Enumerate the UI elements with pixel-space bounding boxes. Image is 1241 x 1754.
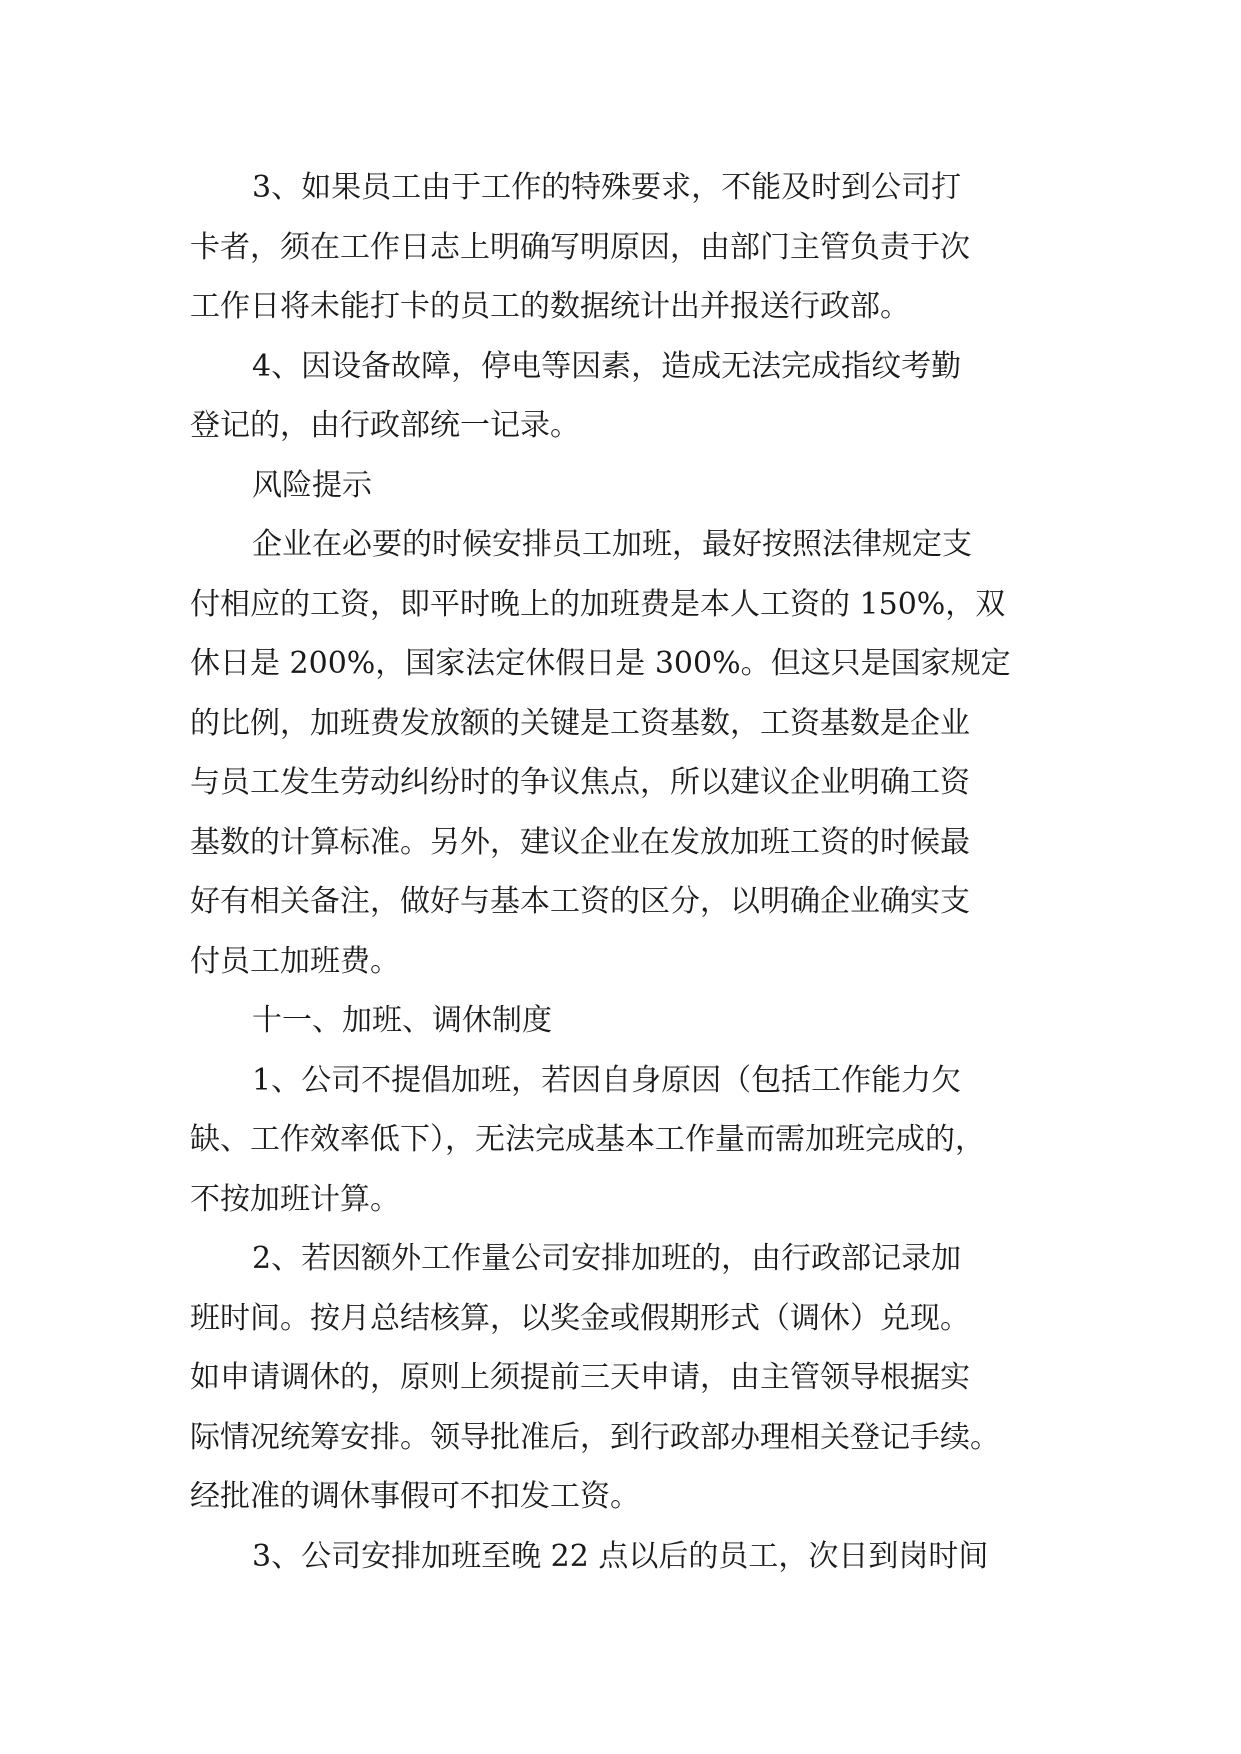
text-line: 3、如果员工由于工作的特殊要求，不能及时到公司打 bbox=[252, 170, 962, 205]
paragraph-overtime-rule-1 bbox=[190, 1055, 1050, 1234]
text-line: 1、公司不提倡加班，若因自身原因（包括工作能力欠 bbox=[252, 1062, 962, 1098]
section-heading: 风险提示 bbox=[252, 467, 372, 503]
section-heading: 十一、加班、调休制度 bbox=[252, 1003, 552, 1038]
text-line: 与员工发生劳动纠纷时的争议焦点，所以建议企业明确工资 bbox=[190, 765, 970, 800]
paragraph-overtime-rule-3 bbox=[190, 1531, 1050, 1591]
paragraph-overtime-rule-2 bbox=[190, 1233, 1050, 1531]
text-line: 4、因设备故障，停电等因素，造成无法完成指纹考勤 bbox=[252, 348, 962, 384]
paragraph-overtime-pay bbox=[190, 519, 1050, 995]
text-line: 付相应的工资，即平时晚上的加班费是本人工资的 150%，双 bbox=[190, 586, 1006, 622]
text-line: 好有相关备注，做好与基本工资的区分，以明确企业确实支 bbox=[190, 884, 970, 919]
text-line: 如申请调休的，原则上须提前三天申请，由主管领导根据实 bbox=[190, 1360, 970, 1395]
heading-risk-notice bbox=[190, 460, 1050, 520]
paragraph-clock-in-exception bbox=[190, 162, 1050, 341]
text-line: 休日是 200%，国家法定休假日是 300%。但这只是国家规定 bbox=[190, 646, 1011, 681]
text-line: 际情况统筹安排。领导批准后，到行政部办理相关登记手续。 bbox=[190, 1419, 1000, 1455]
document-body bbox=[190, 162, 1050, 1590]
text-line: 经批准的调休事假可不扣发工资。 bbox=[190, 1479, 640, 1514]
text-line: 2、若因额外工作量公司安排加班的，由行政部记录加 bbox=[252, 1241, 962, 1276]
text-line: 工作日将未能打卡的员工的数据统计出并报送行政部。 bbox=[190, 289, 910, 324]
text-line: 不按加班计算。 bbox=[190, 1181, 400, 1217]
heading-overtime-policy bbox=[190, 995, 1050, 1055]
text-line: 基数的计算标准。另外，建议企业在发放加班工资的时候最 bbox=[190, 824, 970, 860]
text-line: 付员工加班费。 bbox=[190, 943, 400, 979]
text-line: 班时间。按月总结核算，以奖金或假期形式（调休）兑现。 bbox=[190, 1300, 970, 1336]
text-line: 缺、工作效率低下），无法完成基本工作量而需加班完成的， bbox=[190, 1122, 985, 1157]
text-line: 登记的，由行政部统一记录。 bbox=[190, 408, 580, 443]
text-line: 的比例，加班费发放额的关键是工资基数，工资基数是企业 bbox=[190, 705, 970, 741]
paragraph-equipment-failure bbox=[190, 341, 1050, 460]
text-line: 卡者，须在工作日志上明确写明原因，由部门主管负责于次 bbox=[190, 229, 970, 265]
text-line: 3、公司安排加班至晚 22 点以后的员工，次日到岗时间 bbox=[252, 1538, 989, 1574]
text-line: 企业在必要的时候安排员工加班，最好按照法律规定支 bbox=[252, 527, 972, 562]
